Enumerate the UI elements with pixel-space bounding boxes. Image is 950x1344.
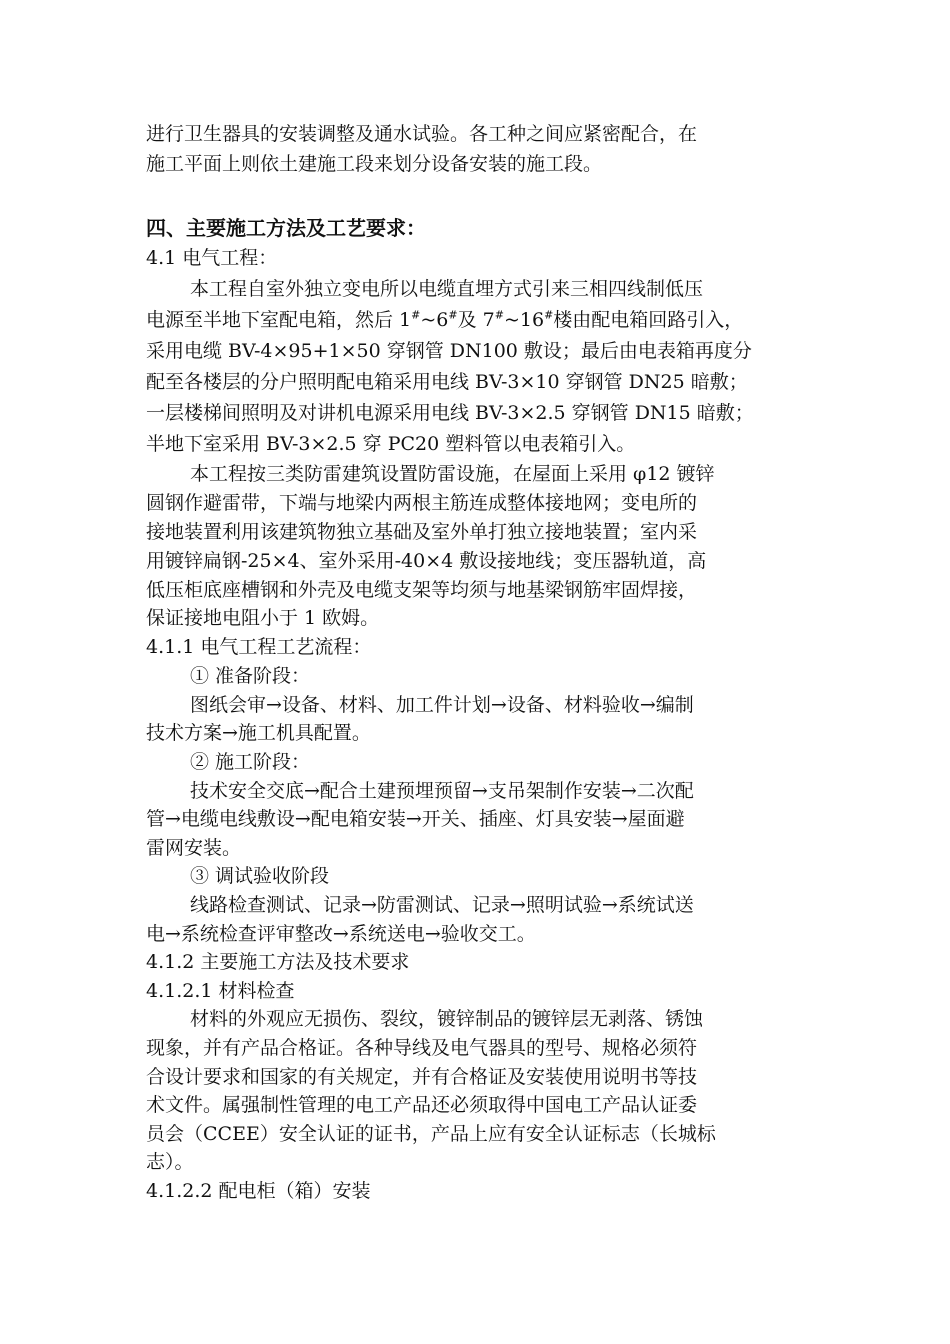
paragraph-line: 用镀锌扁钢-25×4、室外采用-40×4 敷设接地线；变压器轨道，高 [146, 550, 707, 572]
paragraph-line: 接地装置利用该建筑物独立基础及室外单打独立接地装置；室内采 [146, 521, 698, 543]
paragraph-line: 一层楼梯间照明及对讲机电源采用电线 BV-3×2.5 穿钢管 DN15 暗敷； [146, 402, 754, 424]
paragraph-line: 材料的外观应无损伤、裂纹，镀锌制品的镀锌层无剥落、锈蚀 [190, 1008, 704, 1030]
paragraph-line: 半地下室采用 BV-3×2.5 穿 PC20 塑料管以电表箱引入。 [146, 433, 636, 455]
paragraph-line: 术文件。属强制性管理的电工产品还必须取得中国电工产品认证委 [146, 1094, 698, 1116]
paragraph-line: 志）。 [146, 1151, 194, 1173]
paragraph-line: 雷网安装。 [146, 837, 242, 859]
paragraph-line: ① 准备阶段： [190, 665, 311, 687]
paragraph-line: 技术方案→施工机具配置。 [146, 722, 371, 744]
paragraph-line: 本工程自室外独立变电所以电缆直埋方式引来三相四线制低压 [190, 278, 704, 300]
subsection-heading: 4.1 电气工程： [146, 247, 278, 269]
paragraph-line: 电→系统检查评审整改→系统送电→验收交工。 [146, 923, 536, 945]
paragraph-line: 员会（CCEE）安全认证的证书，产品上应有安全认证标志（长城标 [146, 1123, 716, 1145]
paragraph-line: ③ 调试验收阶段 [190, 865, 330, 887]
paragraph-line: 管→电缆电线敷设→配电箱安装→开关、插座、灯具安装→屋面避 [146, 808, 685, 830]
paragraph-line: 图纸会审→设备、材料、加工件计划→设备、材料验收→编制 [190, 694, 694, 716]
subsection-heading: 4.1.2.1 材料检查 [146, 980, 295, 1002]
subsection-heading: 4.1.1 电气工程工艺流程： [146, 636, 372, 658]
paragraph-line: 本工程按三类防雷建筑设置防雷设施，在屋面上采用 φ12 镀锌 [190, 463, 715, 485]
paragraph-line: 保证接地电阻小于 1 欧姆。 [146, 607, 380, 629]
paragraph-line: ② 施工阶段： [190, 751, 311, 773]
paragraph-line: 施工平面上则依土建施工段来划分设备安装的施工段。 [146, 153, 603, 175]
paragraph-line: 现象，并有产品合格证。各种导线及电气器具的型号、规格必须符 [146, 1037, 698, 1059]
paragraph-line: 采用电缆 BV-4×95+1×50 穿钢管 DN100 敷设；最后由电表箱再度分 [146, 340, 752, 362]
paragraph-line: 圆钢作避雷带，下端与地梁内两根主筋连成整体接地网；变电所的 [146, 492, 698, 514]
paragraph-line: 技术安全交底→配合土建预埋预留→支吊架制作安装→二次配 [190, 780, 694, 802]
paragraph-line: 低压柜底座槽钢和外壳及电缆支架等均须与地基梁钢筋牢固焊接， [146, 579, 698, 601]
paragraph-line: 线路检查测试、记录→防雷测试、记录→照明试验→系统试送 [190, 894, 694, 916]
subsection-heading: 4.1.2.2 配电柜（箱）安装 [146, 1180, 371, 1202]
subsection-heading: 4.1.2 主要施工方法及技术要求 [146, 951, 410, 973]
paragraph-line: 合设计要求和国家的有关规定，并有合格证及安装使用说明书等技 [146, 1066, 698, 1088]
paragraph-line: 配至各楼层的分户照明配电箱采用电线 BV-3×10 穿钢管 DN25 暗敷； [146, 371, 748, 393]
section-heading: 四、主要施工方法及工艺要求： [146, 216, 426, 240]
paragraph-line: 进行卫生器具的安装调整及通水试验。各工种之间应紧密配合，在 [146, 123, 698, 145]
paragraph-line: 电源至半地下室配电箱，然后 1#~6#及 7#~16#楼由配电箱回路引入， [146, 308, 744, 331]
